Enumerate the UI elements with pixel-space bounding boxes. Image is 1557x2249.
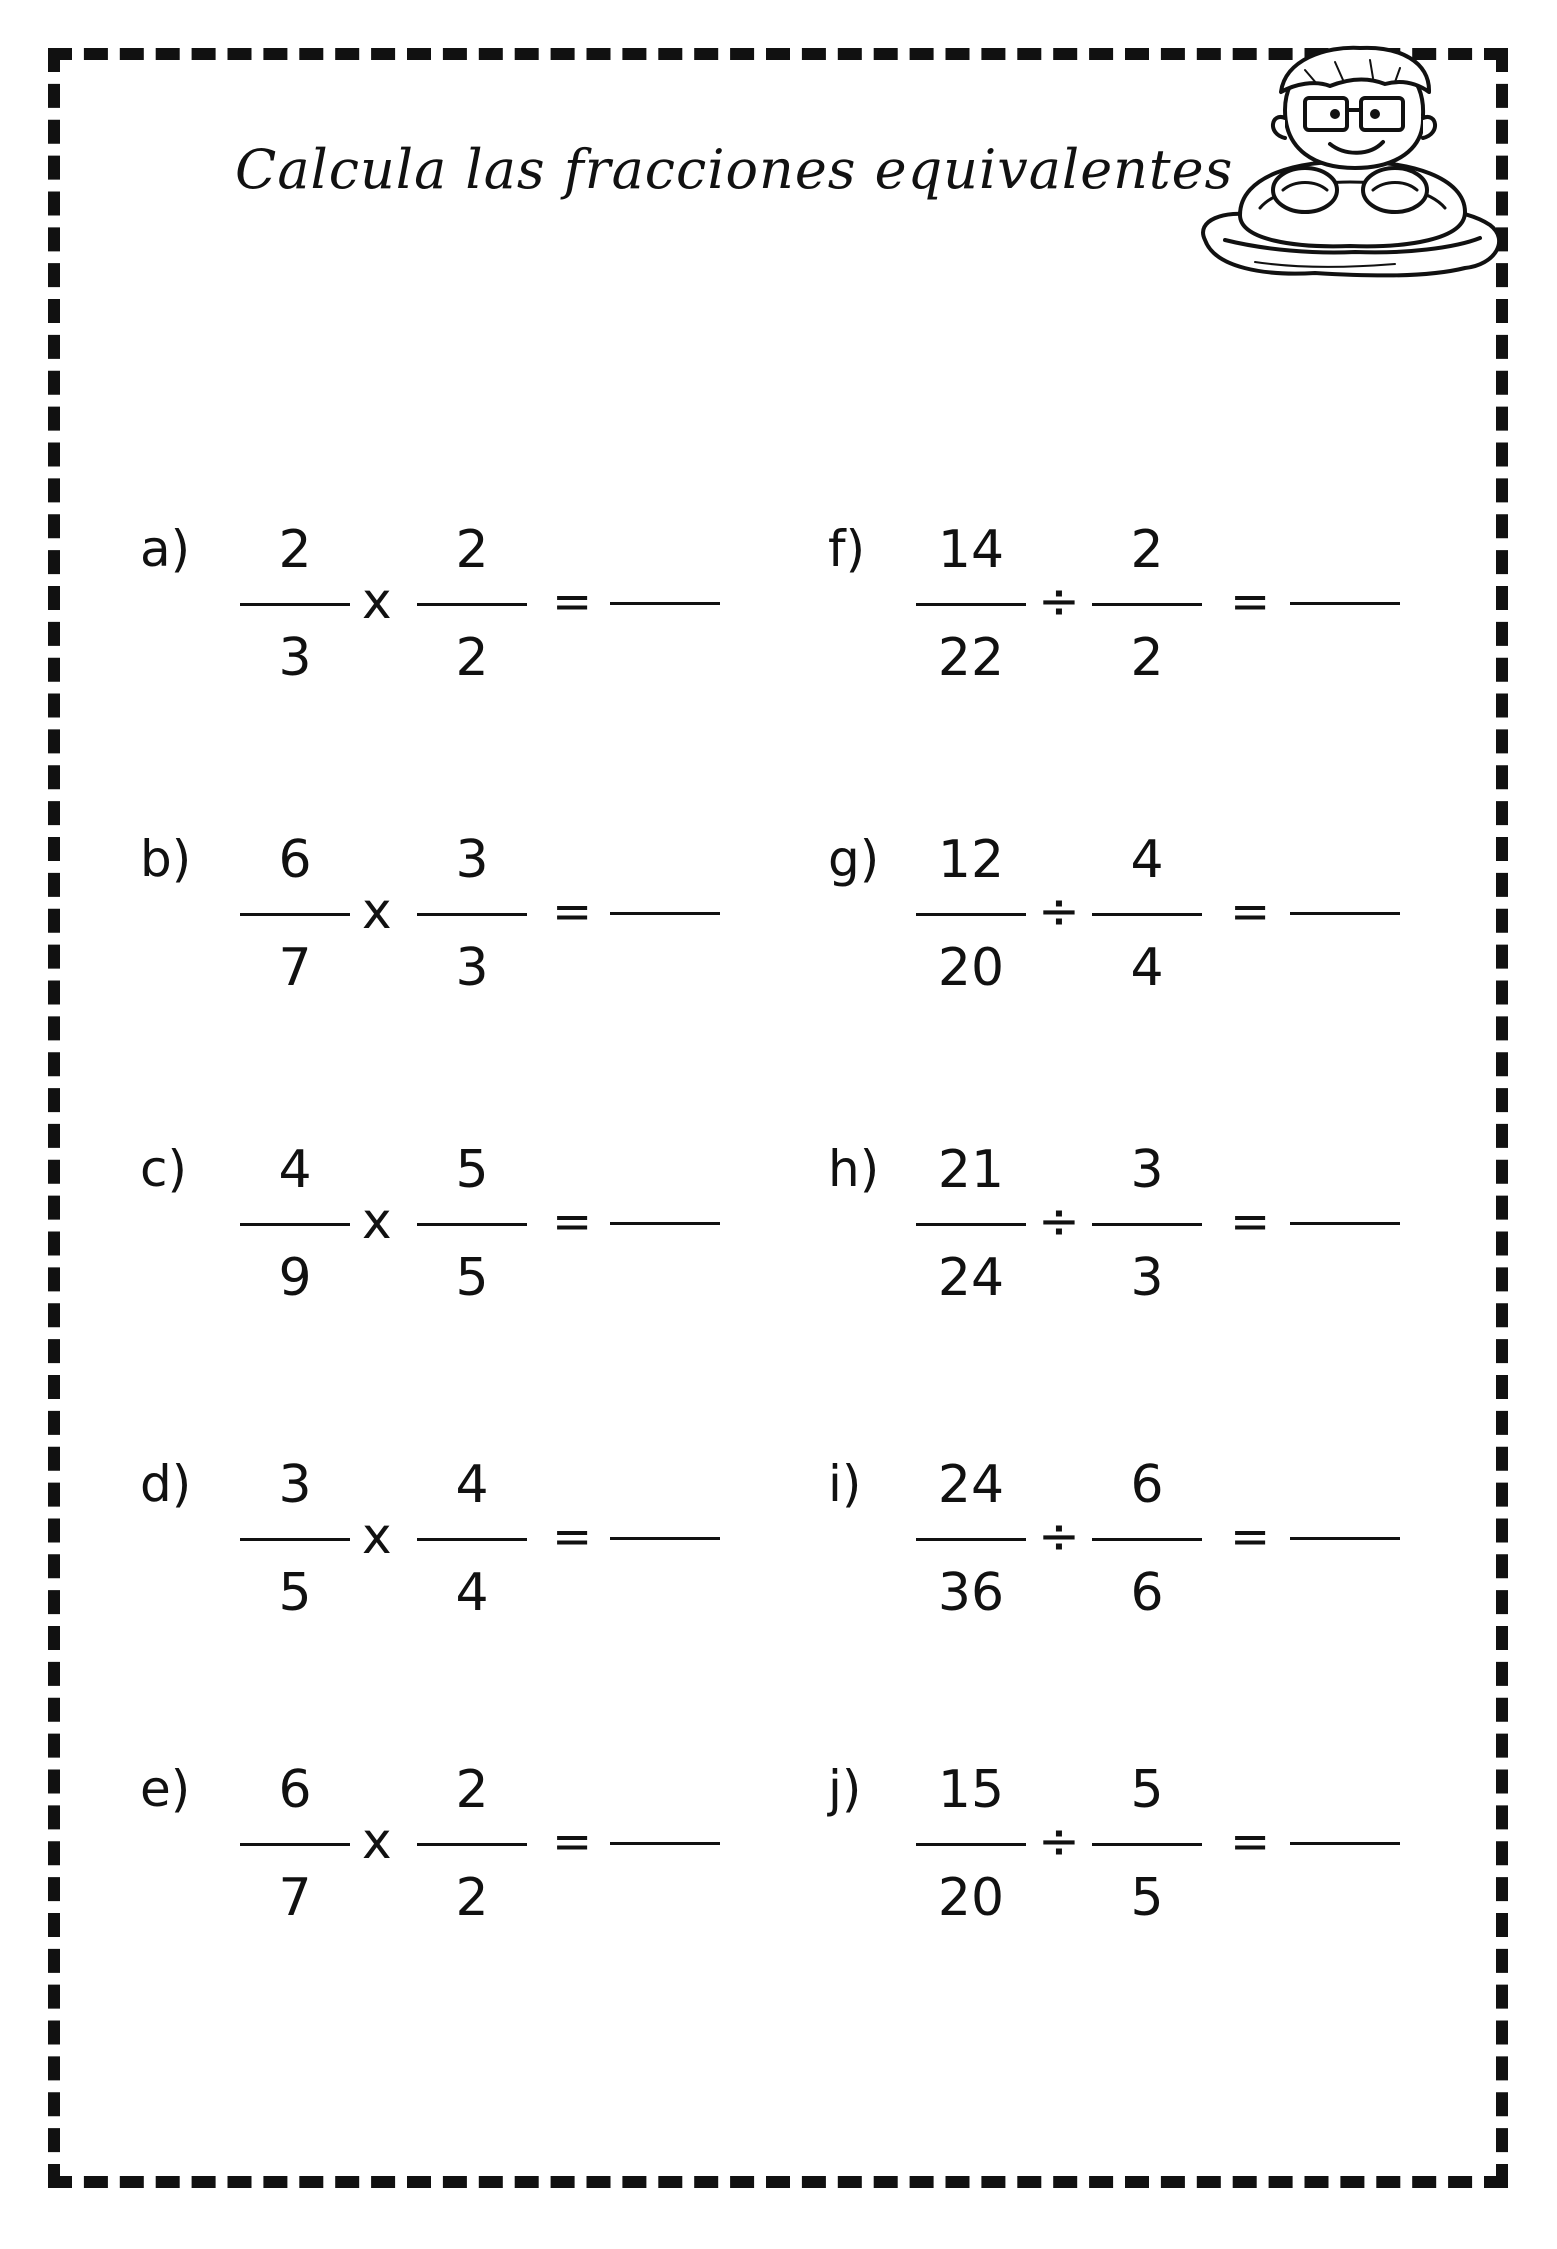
- operator: ÷: [1038, 1192, 1080, 1250]
- denominator: 5: [1130, 1868, 1164, 1928]
- fraction-2: [1092, 1140, 1202, 1308]
- answer-blank[interactable]: [1290, 1222, 1400, 1225]
- denominator: 20: [937, 938, 1005, 998]
- denominator: 2: [455, 628, 489, 688]
- fraction-1: [916, 520, 1026, 688]
- numerator: 2: [1130, 520, 1164, 580]
- fraction-bar: [417, 913, 527, 916]
- fraction-bar: [240, 913, 350, 916]
- denominator: 5: [455, 1248, 489, 1308]
- problem-d: [140, 1455, 700, 1623]
- denominator: 4: [1130, 938, 1164, 998]
- fraction-bar: [916, 913, 1026, 916]
- problem-label: g): [828, 830, 880, 888]
- numerator: 6: [1130, 1455, 1164, 1515]
- fraction-1: [240, 1455, 350, 1623]
- fraction-1: [240, 520, 350, 688]
- denominator: 20: [937, 1868, 1005, 1928]
- operator: x: [362, 1507, 392, 1565]
- fraction-bar: [916, 1223, 1026, 1226]
- fraction-bar: [417, 603, 527, 606]
- denominator: 3: [1130, 1248, 1164, 1308]
- numerator: 5: [455, 1140, 489, 1200]
- numerator: 4: [278, 1140, 312, 1200]
- fraction-2: [1092, 830, 1202, 998]
- denominator: 4: [455, 1563, 489, 1623]
- fraction-2: [1092, 520, 1202, 688]
- equals-sign: =: [1230, 1509, 1271, 1565]
- numerator: 21: [937, 1140, 1005, 1200]
- denominator: 22: [937, 628, 1005, 688]
- fraction-bar: [1092, 1538, 1202, 1541]
- numerator: 4: [455, 1455, 489, 1515]
- fraction-bar: [916, 603, 1026, 606]
- denominator: 3: [278, 628, 312, 688]
- problem-e: [140, 1760, 700, 1928]
- equals-sign: =: [1230, 1194, 1271, 1250]
- fraction-2: [417, 1455, 527, 1623]
- fraction-bar: [1092, 1843, 1202, 1846]
- answer-blank[interactable]: [610, 1842, 720, 1845]
- fraction-1: [240, 1140, 350, 1308]
- numerator: 15: [937, 1760, 1005, 1820]
- denominator: 7: [278, 1868, 312, 1928]
- worksheet-title: Calcula las fracciones equivalentes: [235, 138, 1234, 201]
- answer-blank[interactable]: [1290, 1842, 1400, 1845]
- fraction-bar: [916, 1538, 1026, 1541]
- problem-label: j): [828, 1760, 862, 1818]
- problem-label: h): [828, 1140, 880, 1198]
- numerator: 2: [455, 1760, 489, 1820]
- denominator: 6: [1130, 1563, 1164, 1623]
- problem-b: [140, 830, 700, 998]
- fraction-bar: [417, 1843, 527, 1846]
- fraction-bar: [1092, 913, 1202, 916]
- fraction-bar: [1092, 1223, 1202, 1226]
- equals-sign: =: [552, 1814, 593, 1870]
- problem-j: [828, 1760, 1388, 1928]
- problem-label: d): [140, 1455, 192, 1513]
- problem-label: a): [140, 520, 191, 578]
- numerator: 4: [1130, 830, 1164, 890]
- fraction-2: [1092, 1455, 1202, 1623]
- denominator: 24: [937, 1248, 1005, 1308]
- answer-blank[interactable]: [610, 1537, 720, 1540]
- operator: x: [362, 1192, 392, 1250]
- operator: ÷: [1038, 882, 1080, 940]
- numerator: 5: [1130, 1760, 1164, 1820]
- numerator: 12: [937, 830, 1005, 890]
- numerator: 2: [278, 520, 312, 580]
- operator: x: [362, 1812, 392, 1870]
- denominator: 36: [937, 1563, 1005, 1623]
- fraction-bar: [240, 603, 350, 606]
- operator: ÷: [1038, 1507, 1080, 1565]
- denominator: 7: [278, 938, 312, 998]
- fraction-1: [916, 1455, 1026, 1623]
- numerator: 14: [937, 520, 1005, 580]
- answer-blank[interactable]: [610, 602, 720, 605]
- problem-label: f): [828, 520, 866, 578]
- equals-sign: =: [552, 1509, 593, 1565]
- fraction-1: [916, 1760, 1026, 1928]
- fraction-2: [1092, 1760, 1202, 1928]
- operator: x: [362, 572, 392, 630]
- problem-f: [828, 520, 1388, 688]
- numerator: 6: [278, 830, 312, 890]
- problem-c: [140, 1140, 700, 1308]
- problem-i: [828, 1455, 1388, 1623]
- fraction-2: [417, 1760, 527, 1928]
- fraction-2: [417, 1140, 527, 1308]
- fraction-2: [417, 830, 527, 998]
- equals-sign: =: [1230, 1814, 1271, 1870]
- denominator: 2: [1130, 628, 1164, 688]
- answer-blank[interactable]: [610, 1222, 720, 1225]
- denominator: 3: [455, 938, 489, 998]
- numerator: 6: [278, 1760, 312, 1820]
- child-in-swim-ring-icon: [1185, 40, 1515, 310]
- operator: x: [362, 882, 392, 940]
- fraction-2: [417, 520, 527, 688]
- equals-sign: =: [552, 884, 593, 940]
- fraction-1: [240, 830, 350, 998]
- fraction-1: [916, 1140, 1026, 1308]
- equals-sign: =: [1230, 574, 1271, 630]
- denominator: 9: [278, 1248, 312, 1308]
- answer-blank[interactable]: [1290, 602, 1400, 605]
- operator: ÷: [1038, 572, 1080, 630]
- answer-blank[interactable]: [610, 912, 720, 915]
- equals-sign: =: [552, 574, 593, 630]
- denominator: 2: [455, 1868, 489, 1928]
- equals-sign: =: [1230, 884, 1271, 940]
- denominator: 5: [278, 1563, 312, 1623]
- problem-label: e): [140, 1760, 191, 1818]
- answer-blank[interactable]: [1290, 912, 1400, 915]
- problem-label: i): [828, 1455, 862, 1513]
- fraction-bar: [417, 1538, 527, 1541]
- numerator: 24: [937, 1455, 1005, 1515]
- fraction-bar: [1092, 603, 1202, 606]
- fraction-bar: [916, 1843, 1026, 1846]
- numerator: 3: [1130, 1140, 1164, 1200]
- fraction-bar: [417, 1223, 527, 1226]
- fraction-bar: [240, 1223, 350, 1226]
- operator: ÷: [1038, 1812, 1080, 1870]
- problem-h: [828, 1140, 1388, 1308]
- numerator: 3: [278, 1455, 312, 1515]
- problem-label: c): [140, 1140, 187, 1198]
- fraction-bar: [240, 1538, 350, 1541]
- fraction-1: [240, 1760, 350, 1928]
- fraction-bar: [240, 1843, 350, 1846]
- problem-g: [828, 830, 1388, 998]
- equals-sign: =: [552, 1194, 593, 1250]
- problem-a: [140, 520, 700, 688]
- numerator: 3: [455, 830, 489, 890]
- answer-blank[interactable]: [1290, 1537, 1400, 1540]
- fraction-1: [916, 830, 1026, 998]
- problem-label: b): [140, 830, 192, 888]
- numerator: 2: [455, 520, 489, 580]
